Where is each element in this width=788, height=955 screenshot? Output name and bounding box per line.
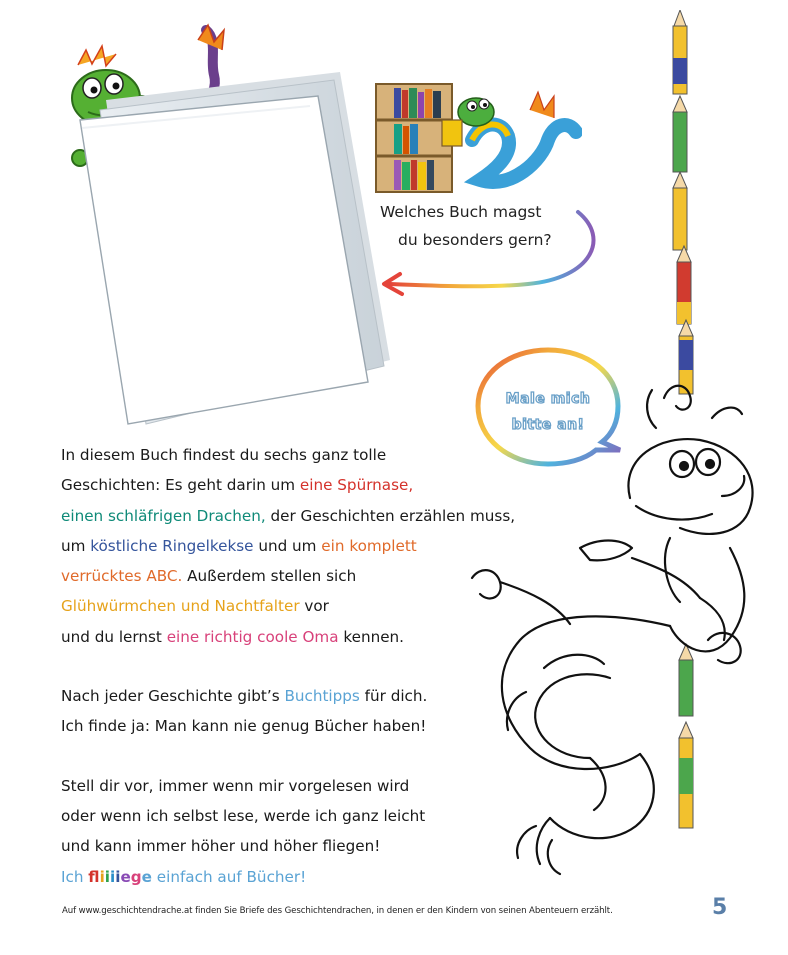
rainbow-letter: i <box>115 867 121 886</box>
color-me-line-1: Male mich <box>505 391 591 407</box>
question-line-2: du besonders gern? <box>398 231 552 249</box>
rainbow-letter: i <box>104 867 110 886</box>
rainbow-letter: f <box>88 867 100 886</box>
fliegen-line-3: und kann immer höher und höher fliegen! <box>61 837 381 856</box>
color-me-line-2: bitte an! <box>511 417 585 433</box>
highlight-drachen: einen schläfrigen Drachen, <box>61 506 266 525</box>
intro-text: um <box>61 536 91 555</box>
footnote: Auf www.geschichtendrache.at finden Sie Briefe des Geschichtendrachen, in denen er den Kindern von seinen Abenteuern erzählt. <box>62 906 613 916</box>
highlight-oma: eine richtig coole Oma <box>166 627 339 646</box>
rainbow-letter: i <box>99 867 105 886</box>
highlight-ringelkekse: köstliche Ringelkekse <box>90 536 254 555</box>
intro-text: vor <box>299 597 329 616</box>
intro-text: und du lernst <box>61 627 167 646</box>
fliegen-line-2: oder wenn ich selbst lese, werde ich ganz leicht <box>61 806 426 825</box>
rainbow-letter: g <box>130 867 142 886</box>
highlight-abc: ein komplett <box>321 536 417 555</box>
highlight-spuernase: eine Spürnase, <box>299 476 414 495</box>
intro-line-1: In diesem Buch findest du sechs ganz tolle <box>61 446 387 464</box>
intro-text: kennen. <box>338 627 404 646</box>
highlight-gluehwuermchen: Glühwürmchen und Nachtfalter <box>61 597 300 616</box>
intro-text: der Geschichten erzählen muss, <box>265 506 516 525</box>
paragraph-fliegen <box>61 771 601 892</box>
page-number: 5 <box>712 895 728 920</box>
paragraph-intro <box>61 440 601 652</box>
highlight-abc: verrücktes ABC. <box>61 567 183 586</box>
highlight-buchtipps: Buchtipps <box>284 687 360 706</box>
buchtipps-line-2: Ich finde ja: Man kann nie genug Bücher haben! <box>61 717 427 736</box>
rainbow-fliiiiege <box>88 868 152 886</box>
blank-book-icon[interactable] <box>78 70 398 430</box>
fliegen-line-4-end: einfach auf Bücher! <box>151 867 307 886</box>
story-text <box>61 440 601 892</box>
rainbow-letter: e <box>120 867 131 886</box>
fliegen-line-4: Ich <box>61 867 89 886</box>
arrow-swoosh-icon <box>378 208 608 300</box>
fliegen-line-1: Stell dir vor, immer wenn mir vorgelesen wird <box>61 776 410 795</box>
buchtipps-text: Nach jeder Geschichte gibt’s <box>61 687 285 706</box>
question-line-1: Welches Buch magst <box>380 203 542 221</box>
rainbow-letter: i <box>110 867 116 886</box>
intro-text: Außerdem stellen sich <box>182 567 357 586</box>
intro-text: Geschichten: Es geht darin um <box>61 476 300 495</box>
rainbow-letter: e <box>141 867 152 886</box>
paragraph-buchtipps <box>61 681 601 742</box>
intro-text: und um <box>253 536 322 555</box>
dragon-bookshelf-icon <box>372 80 582 198</box>
buchtipps-text: für dich. <box>359 687 428 706</box>
